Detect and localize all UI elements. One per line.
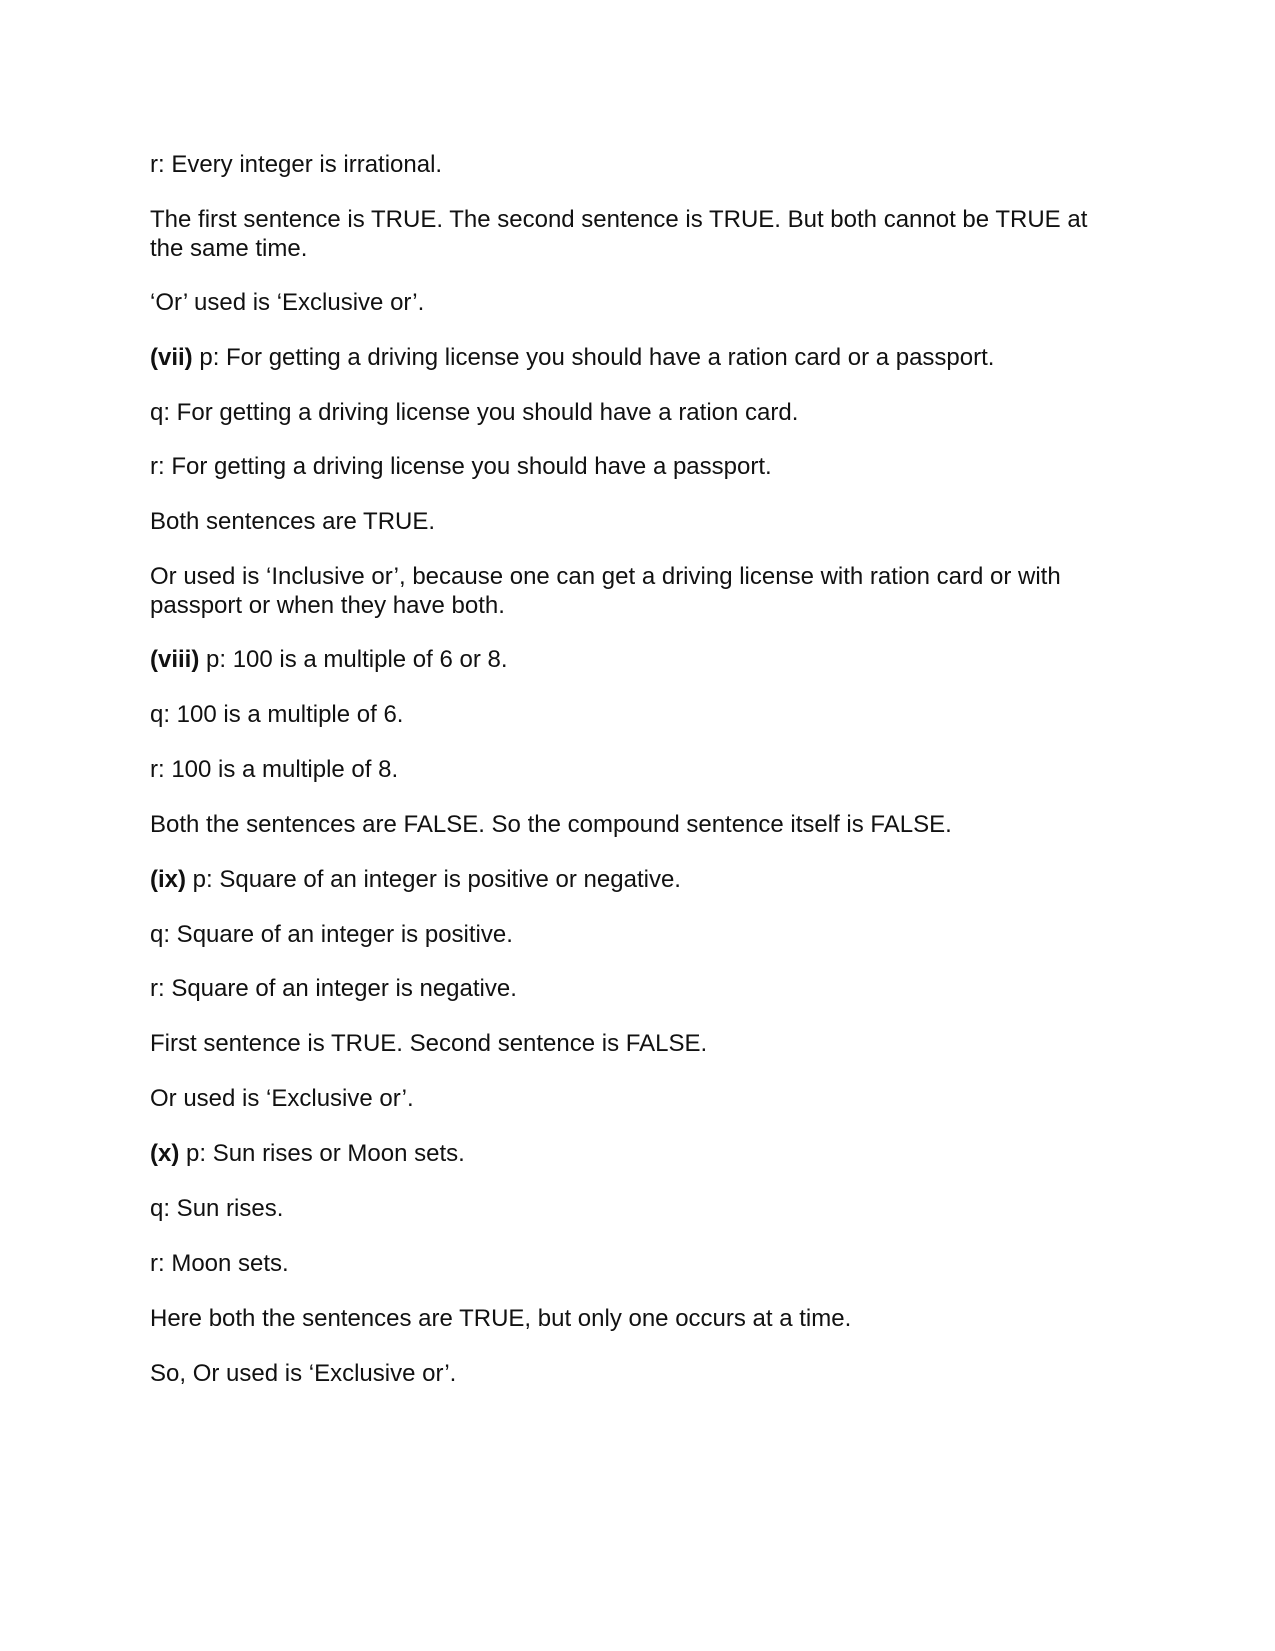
paragraph-viii-q: q: 100 is a multiple of 6.: [150, 701, 404, 728]
paragraph-both-true: Both sentences are TRUE.: [150, 508, 436, 535]
item-label: (viii): [150, 646, 200, 673]
item-label: (ix): [150, 866, 186, 893]
paragraph-x-q: q: Sun rises.: [150, 1195, 284, 1222]
paragraph-first-second-true: The first sentence is TRUE. The second sentence is TRUE. But both cannot be TRUE at the same time.: [150, 206, 1088, 262]
paragraph-vii-q: q: For getting a driving license you should have a ration card.: [150, 399, 799, 426]
paragraph-or-exclusive-1: ‘Or’ used is ‘Exclusive or’.: [150, 289, 425, 316]
paragraph-viii-p: (viii) p: 100 is a multiple of 6 or 8.: [150, 646, 508, 673]
paragraph-inclusive-or: Or used is ‘Inclusive or’, because one can get a driving license with ration card or with passport or when they have both.: [150, 563, 1061, 619]
paragraph-viii-r: r: 100 is a multiple of 8.: [150, 756, 399, 783]
paragraph-ix-q: q: Square of an integer is positive.: [150, 921, 513, 948]
paragraph-r-every-integer: r: Every integer is irrational.: [150, 151, 443, 178]
paragraph-so-exclusive-or: So, Or used is ‘Exclusive or’.: [150, 1360, 457, 1387]
item-label: (vii): [150, 344, 193, 371]
paragraph-first-true-second-false: First sentence is TRUE. Second sentence is FALSE.: [150, 1030, 708, 1057]
paragraph-ix-p: (ix) p: Square of an integer is positive or negative.: [150, 866, 681, 893]
paragraph-vii-p: (vii) p: For getting a driving license you should have a ration card or a passport.: [150, 344, 995, 371]
paragraph-vii-r: r: For getting a driving license you should have a passport.: [150, 453, 772, 480]
paragraph-or-exclusive-2: Or used is ‘Exclusive or’.: [150, 1085, 414, 1112]
item-label: (x): [150, 1140, 180, 1167]
paragraph-only-one-occurs: Here both the sentences are TRUE, but only one occurs at a time.: [150, 1305, 852, 1332]
paragraph-x-p: (x) p: Sun rises or Moon sets.: [150, 1140, 465, 1167]
paragraph-ix-r: r: Square of an integer is negative.: [150, 975, 517, 1002]
paragraph-both-false: Both the sentences are FALSE. So the compound sentence itself is FALSE.: [150, 811, 952, 838]
paragraph-x-r: r: Moon sets.: [150, 1250, 289, 1277]
